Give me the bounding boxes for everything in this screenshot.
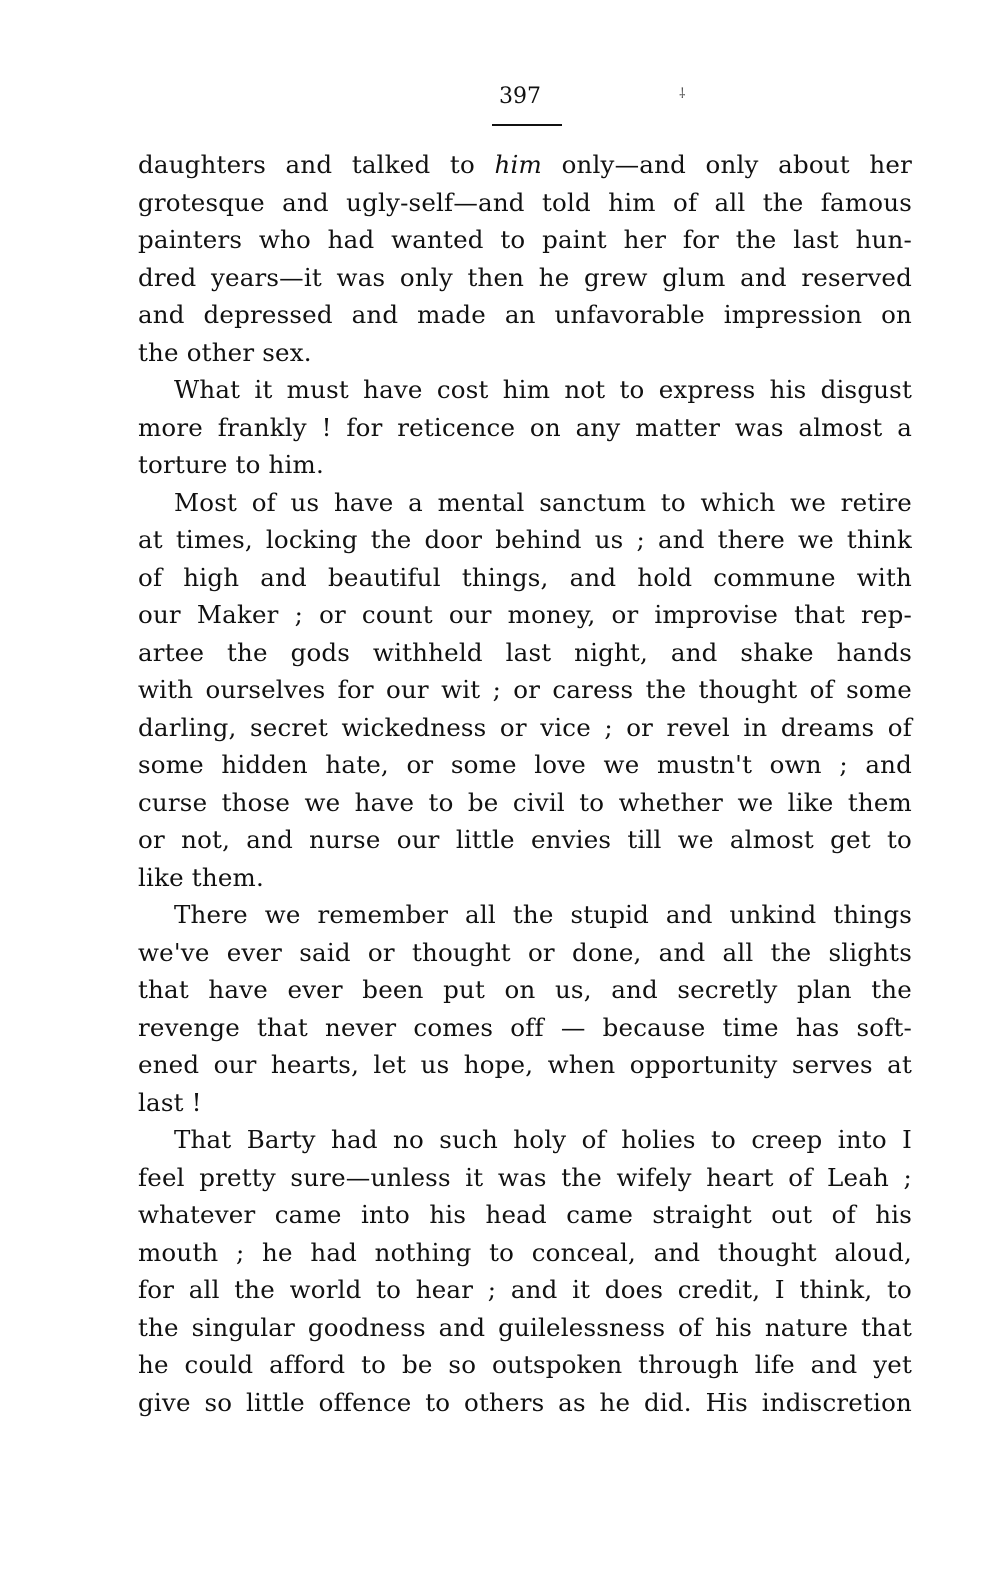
text-line: Most of us have a mental sanctum to which we retire <box>174 487 912 517</box>
text-line: like them. <box>138 862 264 892</box>
text-line: that have ever been put on us, and secretly plan the <box>138 975 912 1004</box>
text-line: What it must have cost him not to express his disgust <box>174 375 912 404</box>
text-line: mouth ; he had nothing to conceal, and thought aloud, <box>138 1237 912 1267</box>
text-line: some hidden hate, or some love we mustn't own ; and <box>138 750 912 779</box>
text-line: we've ever said or thought or done, and all the slights <box>138 937 912 967</box>
text-line: our Maker ; or count our money, or improvise that rep- <box>138 600 912 629</box>
text-line: the other sex. <box>138 337 312 367</box>
text-line: darling, secret wickedness or vice ; or revel in dreams of <box>138 712 912 742</box>
text-line: more frankly ! for reticence on any matter was almost a <box>138 412 912 442</box>
text-line: torture to him. <box>138 450 324 479</box>
text-line: artee the gods withheld last night, and shake hands <box>138 637 912 667</box>
text-line: painters who had wanted to paint her for the last hun- <box>138 225 912 254</box>
text-line: last ! <box>138 1087 202 1117</box>
text-line: curse those we have to be civil to whether we like them <box>138 787 912 817</box>
text-line: the singular goodness and guilelessness of his nature that <box>138 1312 912 1342</box>
print-mark: ⸸ <box>679 86 686 102</box>
text-line: grotesque and ugly-self—and told him of all the famous <box>138 187 912 217</box>
text-line: with ourselves for our wit ; or caress the thought of some <box>138 675 912 704</box>
text-line: he could afford to be so outspoken through life and yet <box>138 1350 912 1379</box>
text-line: of high and beautiful things, and hold commune with <box>138 562 912 592</box>
text-line: That Barty had no such holy of holies to creep into I <box>174 1125 912 1154</box>
text-line: ened our hearts, let us hope, when opportunity serves at <box>138 1050 912 1079</box>
text-segment: daughters and talked to <box>138 150 495 179</box>
text-line: dred years—it was only then he grew glum and reserved <box>138 262 912 292</box>
text-line: give so little offence to others as he did. His indiscretion <box>138 1387 912 1417</box>
text-line: revenge that never comes off — because time has soft- <box>138 1012 912 1042</box>
page-number: 397 <box>499 84 541 109</box>
text-line: at times, locking the door behind us ; and there we think <box>138 525 912 554</box>
text-line: or not, and nurse our little envies till we almost get to <box>138 825 912 854</box>
text-line: There we remember all the stupid and unkind things <box>174 900 912 929</box>
text-line: whatever came into his head came straight out of his <box>138 1200 912 1229</box>
text-line: for all the world to hear ; and it does credit, I think, to <box>138 1275 912 1304</box>
text-line: feel pretty sure—unless it was the wifely heart of Leah ; <box>138 1162 912 1192</box>
text-line <box>138 150 912 180</box>
text-segment: only—and only about her <box>541 150 913 179</box>
emphasis-text: him <box>494 150 542 179</box>
header-rule <box>492 124 562 126</box>
text-line: and depressed and made an unfavorable impression on <box>138 300 912 329</box>
